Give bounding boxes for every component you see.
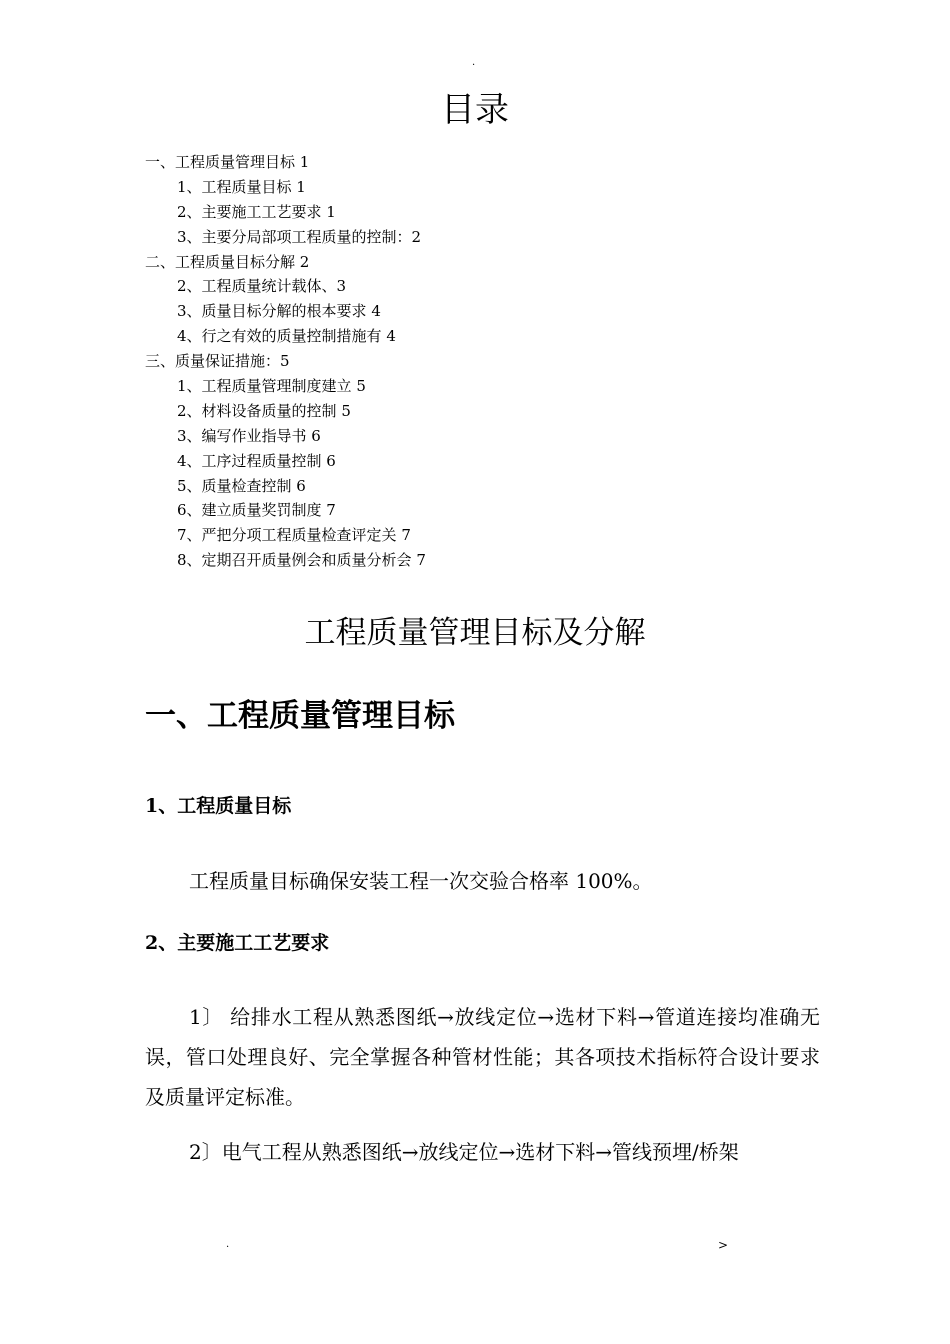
toc-entry[interactable]: 3、编写作业指导书 6: [177, 426, 321, 445]
footer-mark: >: [718, 1238, 729, 1252]
toc-entry[interactable]: 一、工程质量管理目标 1: [145, 153, 310, 171]
toc-entry[interactable]: 2、工程质量统计载体、3: [177, 277, 347, 296]
toc-entry[interactable]: 2、主要施工工艺要求 1: [177, 202, 336, 221]
subsection-heading: 1、工程质量目标: [145, 795, 292, 817]
toc-title: 目录: [441, 90, 509, 130]
toc-entry[interactable]: 2、材料设备质量的控制 5: [177, 401, 351, 420]
toc-entry[interactable]: 1、工程质量管理制度建立 5: [177, 377, 366, 396]
toc-entry[interactable]: 4、行之有效的质量控制措施有 4: [177, 327, 396, 346]
paragraph: 工程质量目标确保安装工程一次交验合格率 100%。: [189, 869, 653, 893]
section-heading: 一、工程质量管理目标: [145, 698, 455, 734]
table-of-contents: [145, 150, 426, 573]
toc-entry[interactable]: 7、严把分项工程质量检查评定关 7: [177, 526, 411, 545]
toc-entry[interactable]: 三、质量保证措施：5: [145, 352, 290, 371]
subsection-heading: 2、主要施工工艺要求: [145, 932, 330, 954]
paragraph: 2〕电气工程从熟悉图纸→放线定位→选材下料→管线预埋/桥架: [189, 1140, 739, 1164]
toc-entry[interactable]: 6、建立质量奖罚制度 7: [177, 501, 336, 520]
paragraph: 1〕 给排水工程从熟悉图纸→放线定位→选材下料→管道连接均准确无误，管口处理良好、完全掌握各种管材性能；其各项技术指标符合设计要求及质量评定标准。: [145, 1005, 820, 1109]
toc-entry[interactable]: 3、质量目标分解的根本要求 4: [177, 302, 381, 321]
toc-entry[interactable]: 3、主要分局部项工程质量的控制：2: [177, 227, 422, 246]
footer-dot: .: [226, 1239, 230, 1250]
toc-entry[interactable]: 1、工程质量目标 1: [177, 177, 306, 196]
document-title: 工程质量管理目标及分解: [304, 615, 646, 651]
toc-entry[interactable]: 5、质量检查控制 6: [177, 476, 306, 495]
header-dot: .: [472, 57, 476, 68]
toc-entry[interactable]: 4、工序过程质量控制 6: [177, 451, 336, 470]
toc-entry[interactable]: 二、工程质量目标分解 2: [145, 252, 310, 271]
toc-entry[interactable]: 8、定期召开质量例会和质量分析会 7: [177, 551, 426, 570]
